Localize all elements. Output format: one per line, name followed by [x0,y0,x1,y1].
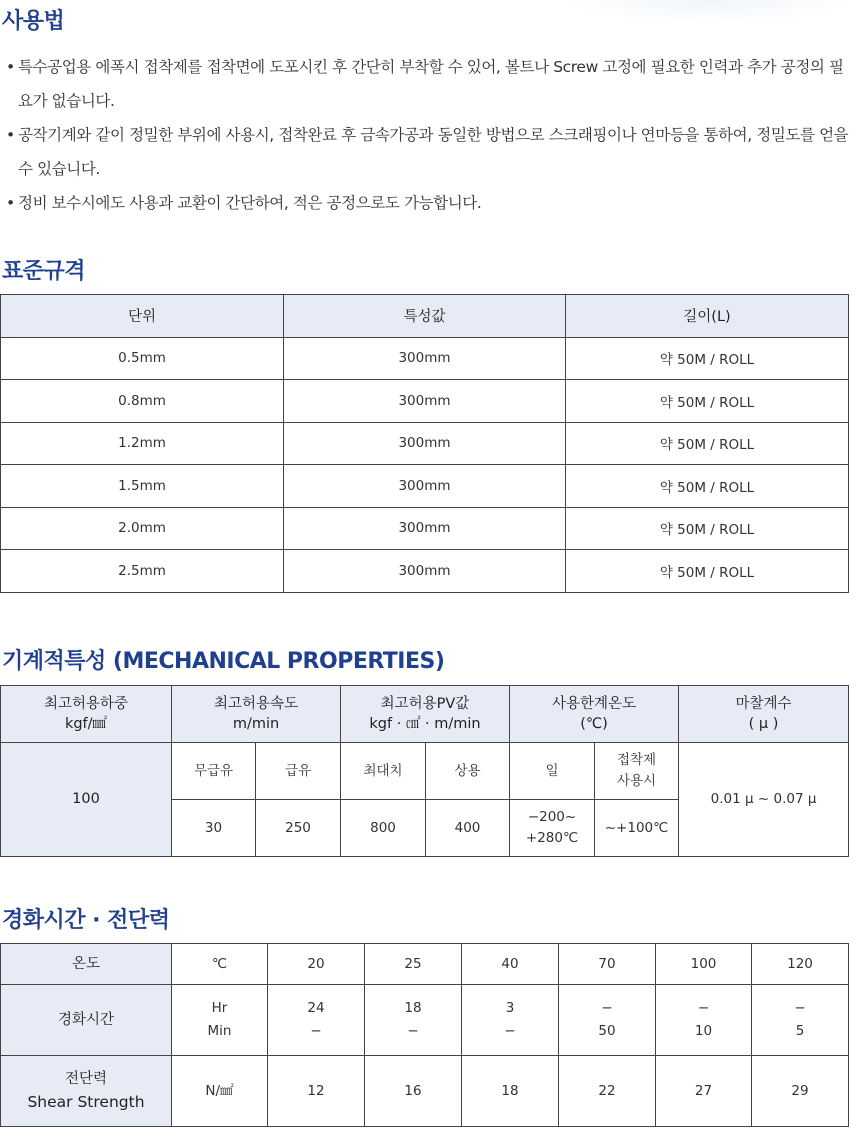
mech-val-oil: 250 [256,800,341,857]
cure-min: − [310,1023,322,1039]
mech-val-general [510,800,595,857]
mech-sub-oil: 급유 [256,743,341,800]
mech-header-temp-unit: (℃) [580,716,608,732]
shear-label [1,1056,172,1127]
shear-value: 22 [559,1056,656,1127]
shear-unit: N/㎟ [172,1056,268,1127]
cure-temp: 40 [462,944,559,985]
spec-table [0,294,849,593]
cure-min: 50 [598,1023,616,1039]
mech-val-general-line1: −200~ [527,809,577,825]
spec-cell: 2.0mm [1,507,284,550]
cure-hr: − [794,1000,806,1016]
cure-time-cell [752,985,849,1056]
spec-cell: 0.8mm [1,380,284,423]
shear-value: 16 [365,1056,462,1127]
spec-header: 길이(L) [566,295,849,338]
mech-header-speed [172,686,341,743]
table-row [1,380,849,423]
mech-val-adhesive: ~+100℃ [595,800,679,857]
cure-time-cell [559,985,656,1056]
cure-hr: 3 [505,1000,515,1016]
usage-bullet: • 정비 보수시에도 사용과 교환이 간단하여, 적은 공정으로도 가능합니다. [6,186,856,220]
usage-bullet: • 특수공업용 에폭시 접착제를 접착면에 도포시킨 후 간단히 부착할 수 있어, 볼트나 Screw 고정에 필요한 인력과 추가 공정의 필요가 없습니다. [6,50,856,118]
shear-value: 27 [656,1056,752,1127]
shear-label-en: Shear Strength [27,1093,145,1111]
cure-temp: 70 [559,944,656,985]
mech-sub-max: 최대치 [341,743,426,800]
cure-min: − [407,1023,419,1039]
mech-header-speed-unit: m/min [232,716,280,732]
spec-header: 단위 [1,295,284,338]
spec-cell: 300mm [284,337,566,380]
spec-cell: 약 50M / ROLL [566,507,849,550]
usage-title: 사용법 [2,9,65,34]
spec-cell: 약 50M / ROLL [566,465,849,508]
cure-time-cell [656,985,752,1056]
table-row [1,550,849,593]
mech-friction-value: 0.01 μ ~ 0.07 μ [679,743,849,857]
mech-header-pv-unit: kgf · ㎠ · m/min [369,716,481,732]
mech-sub-adhesive [595,743,679,800]
mech-header-speed-label: 최고허용속도 [213,696,299,712]
spec-cell: 0.5mm [1,337,284,380]
mech-header-friction-unit: ( μ ) [748,716,779,732]
spec-cell: 약 50M / ROLL [566,550,849,593]
mech-table [0,685,849,857]
mech-header-friction [679,686,849,743]
mech-val-normal: 400 [426,800,510,857]
cure-time-cell [365,985,462,1056]
cure-temp: 20 [268,944,365,985]
spec-cell: 1.2mm [1,422,284,465]
decorative-header-image [560,0,860,25]
mech-val-no-oil: 30 [172,800,256,857]
cure-temp-label: 온도 [1,944,172,985]
spec-header: 특성값 [284,295,566,338]
mech-sub-adhesive-line2: 사용시 [616,773,657,789]
mech-sub-no-oil: 무급유 [172,743,256,800]
cure-time-label: 경화시간 [1,985,172,1056]
spec-cell: 300mm [284,507,566,550]
usage-list [6,50,856,220]
mech-title: 기계적특성 (MECHANICAL PROPERTIES) [2,649,445,674]
mech-load-value: 100 [1,743,172,857]
cure-title: 경화시간 · 전단력 [2,908,170,933]
spec-cell: 300mm [284,465,566,508]
cure-time-unit [172,985,268,1056]
mech-header-temp-label: 사용한계온도 [552,696,637,712]
shear-value: 18 [462,1056,559,1127]
mech-sub-general: 일 [510,743,595,800]
table-row [1,465,849,508]
spec-cell: 약 50M / ROLL [566,337,849,380]
shear-label-ko: 전단력 [64,1071,108,1087]
mech-header-friction-label: 마찰계수 [735,696,792,712]
cure-table [0,943,849,1127]
spec-cell: 약 50M / ROLL [566,422,849,465]
shear-value: 12 [268,1056,365,1127]
table-row [1,422,849,465]
cure-temp: 120 [752,944,849,985]
shear-value: 29 [752,1056,849,1127]
cure-time-cell [462,985,559,1056]
cure-min: − [504,1023,516,1039]
spec-cell: 2.5mm [1,550,284,593]
spec-cell: 1.5mm [1,465,284,508]
spec-cell: 약 50M / ROLL [566,380,849,423]
cure-temp: 25 [365,944,462,985]
spec-cell: 300mm [284,550,566,593]
spec-title: 표준규격 [2,259,86,284]
mech-header-load-label: 최고허용하중 [43,696,129,712]
usage-bullet: • 공작기계와 같이 정밀한 부위에 사용시, 접착완료 후 금속가공과 동일한 방법으로 스크래핑이나 연마등을 통하여, 정밀도를 얻을 수 있습니다. [6,118,856,186]
mech-val-general-line2: +280℃ [525,830,579,846]
cure-temp-unit: ℃ [172,944,268,985]
cure-hr: − [697,1000,710,1016]
spec-cell: 300mm [284,380,566,423]
mech-header-load [1,686,172,743]
cure-hr: − [601,1000,613,1016]
cure-unit-min: Min [207,1023,232,1039]
cure-unit-hr: Hr [211,1000,228,1016]
mech-header-pv [341,686,510,743]
cure-min: 10 [694,1023,713,1039]
cure-min: 5 [795,1023,805,1039]
mech-sub-normal: 상용 [426,743,510,800]
spec-cell: 300mm [284,422,566,465]
mech-header-load-unit: kgf/㎟ [64,716,108,732]
mech-header-temp [510,686,679,743]
cure-time-cell [268,985,365,1056]
mech-val-max: 800 [341,800,426,857]
cure-temp: 100 [656,944,752,985]
table-row [1,337,849,380]
table-row [1,507,849,550]
mech-sub-adhesive-line1: 접착제 [616,752,657,768]
cure-hr: 24 [307,1000,325,1016]
cure-hr: 18 [404,1000,422,1016]
mech-header-pv-label: 최고허용PV값 [380,696,470,712]
